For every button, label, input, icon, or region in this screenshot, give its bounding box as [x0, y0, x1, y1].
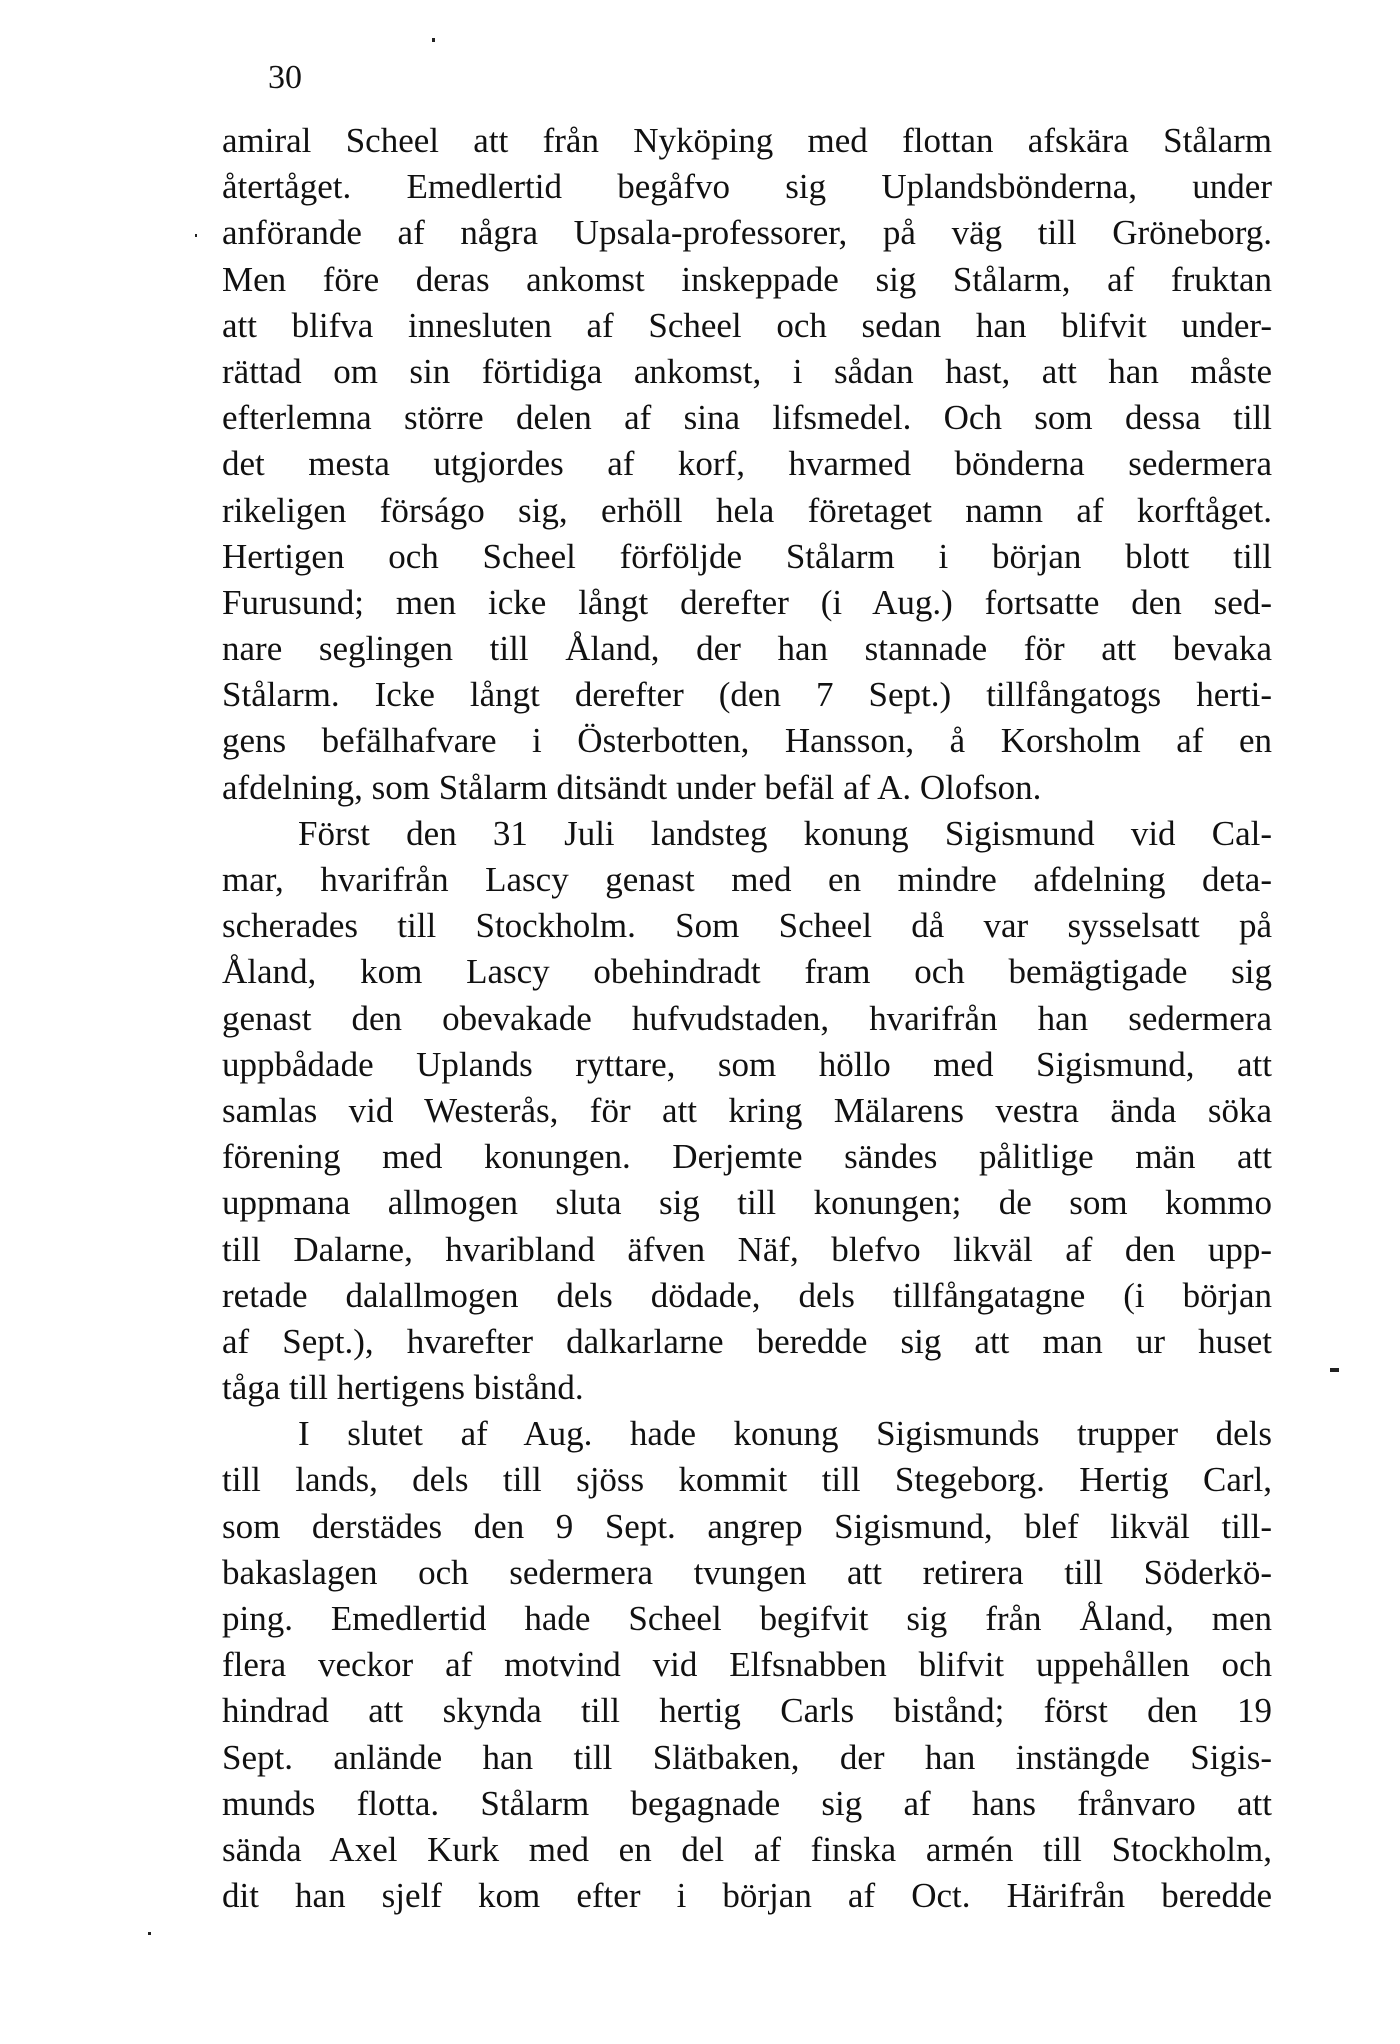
- print-speck: [195, 234, 197, 237]
- text-line: återtåget. Emedlertid begåfvo sig Uplandsbönderna, under: [222, 167, 1272, 207]
- text-line: Furusund; men icke långt derefter (i Aug.) fortsatte den sed-: [222, 582, 1272, 622]
- text-line: uppbådade Uplands ryttare, som höllo med Sigismund, att: [222, 1044, 1272, 1084]
- text-line: samlas vid Westerås, för att kring Mälarens vestra ända söka: [222, 1090, 1272, 1130]
- text-line: Sept. anlände han till Slätbaken, der han instängde Sigis-: [222, 1737, 1272, 1777]
- body-text: [222, 118, 1272, 1919]
- text-line: I slutet af Aug. hade konung Sigismunds trupper dels: [298, 1414, 1272, 1454]
- text-line: munds flotta. Stålarm begagnade sig af hans frånvaro att: [222, 1783, 1272, 1823]
- text-line: mar, hvarifrån Lascy genast med en mindre afdelning deta-: [222, 860, 1272, 899]
- text-line: scherades till Stockholm. Som Scheel då var sysselsatt på: [222, 906, 1272, 946]
- text-line: Stålarm. Icke långt derefter (den 7 Sept.) tillfångatogs herti-: [222, 675, 1272, 715]
- text-line: ping. Emedlertid hade Scheel begifvit sig från Åland, men: [222, 1599, 1272, 1638]
- page-number: 30: [268, 59, 302, 96]
- print-speck: [432, 38, 435, 42]
- text-line: efterlemna större delen af sina lifsmedel. Och som dessa till: [222, 398, 1272, 438]
- text-line: hindrad att skynda till hertig Carls bistånd; först den 19: [222, 1691, 1272, 1731]
- text-line: Hertigen och Scheel förföljde Stålarm i början blott till: [222, 536, 1272, 576]
- text-line: att blifva innesluten af Scheel och sedan han blifvit under-: [222, 305, 1272, 345]
- text-line: af Sept.), hvarefter dalkarlarne beredde sig att man ur huset: [222, 1321, 1272, 1361]
- text-line: retade dalallmogen dels dödade, dels tillfångatagne (i början: [222, 1275, 1272, 1315]
- text-line: till Dalarne, hvaribland äfven Näf, blefvo likväl af den upp-: [222, 1229, 1272, 1269]
- text-line: dit han sjelf kom efter i början af Oct. Härifrån beredde: [222, 1876, 1272, 1916]
- text-line: bakaslagen och sedermera tvungen att retirera till Söderkö-: [222, 1552, 1272, 1592]
- text-line: Men före deras ankomst inskeppade sig Stålarm, af fruktan: [222, 259, 1272, 299]
- text-line: rikeligen förságo sig, erhöll hela företaget namn af korftåget.: [222, 490, 1272, 530]
- text-line: Åland, kom Lascy obehindradt fram och bemägtigade sig: [222, 952, 1272, 992]
- text-line: gens befälhafvare i Österbotten, Hansson, å Korsholm af en: [222, 721, 1272, 761]
- text-line: till lands, dels till sjöss kommit till Stegeborg. Hertig Carl,: [222, 1460, 1272, 1500]
- text-line: flera veckor af motvind vid Elfsnabben blifvit uppehållen och: [222, 1645, 1272, 1685]
- text-line: som derstädes den 9 Sept. angrep Sigismund, blef likväl till-: [222, 1506, 1272, 1546]
- text-line: anförande af några Upsala-professorer, på väg till Gröneborg.: [222, 213, 1272, 253]
- text-line: afdelning, som Stålarm ditsändt under befäl af A. Olofson.: [222, 767, 1042, 807]
- text-line: tåga till hertigens bistånd.: [222, 1368, 584, 1408]
- text-line: det mesta utgjordes af korf, hvarmed bönderna sedermera: [222, 444, 1272, 484]
- text-line: uppmana allmogen sluta sig till konungen; de som kommo: [222, 1183, 1272, 1223]
- print-speck: [148, 1932, 151, 1935]
- text-line: rättad om sin förtidiga ankomst, i sådan hast, att han måste: [222, 351, 1272, 391]
- text-line: amiral Scheel att från Nyköping med flottan afskära Stålarm: [222, 121, 1272, 160]
- text-line: nare seglingen till Åland, der han stannade för att bevaka: [222, 629, 1272, 669]
- print-speck: [1330, 1368, 1339, 1372]
- text-line: Först den 31 Juli landsteg konung Sigismund vid Cal-: [298, 813, 1272, 853]
- text-line: sända Axel Kurk med en del af finska armén till Stockholm,: [222, 1829, 1272, 1869]
- text-line: genast den obevakade hufvudstaden, hvarifrån han sedermera: [222, 998, 1272, 1038]
- text-line: förening med konungen. Derjemte sändes pålitlige män att: [222, 1137, 1272, 1177]
